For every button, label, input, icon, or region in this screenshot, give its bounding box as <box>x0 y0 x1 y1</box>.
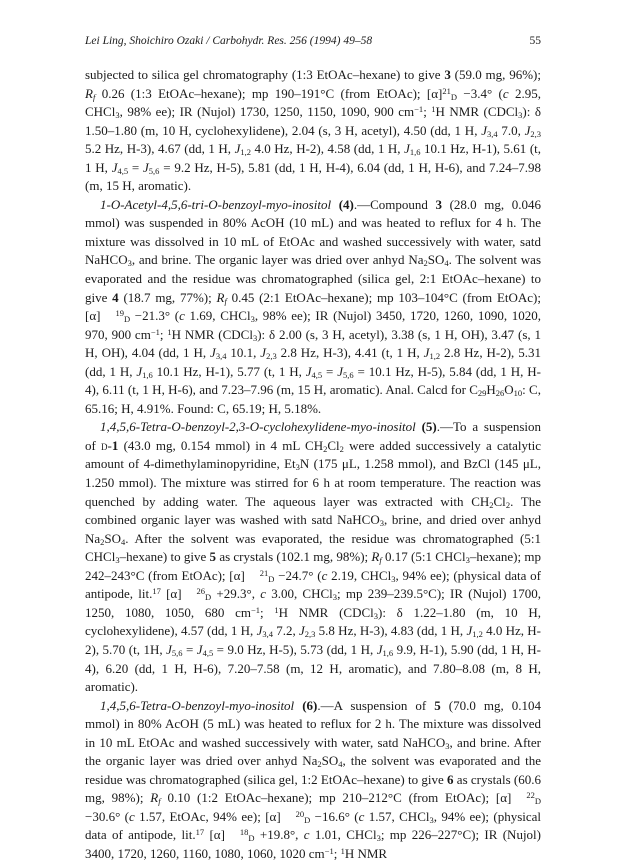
page-number: 55 <box>529 35 541 47</box>
paragraph-compound-3-data: subjected to silica gel chromatography (1:3 EtOAc–hexane) to give 3 (59.0 mg, 96%); $R_f$ 0.26 (1:3 EtOAc–hexane); mp 190–191°C (from EtOAc); $[\alpha]^{21}_D -3.4^\circ$ (c 2.95, CHCl$_3$, 98% ee); IR (Nujol) 1730, 1250, 1150, 1090, 900 $cm^{-1}$; $^1$H NMR (CDCl$_3$): δ 1.50–1.80 (m, 10 H, cyclohexylidene), 2.04 (s, 3 H, acetyl), 4.50 (dd, 1 H, $J_{3,4}$ 7.0, $J_{2,3}$ 5.2 Hz, H-3), 4.67 (dd, 1 H, $J_{1,2}$ 4.0 Hz, H-2), 4.58 (dd, 1 H, $J_{1,6}$ 10.1 Hz, H-1), 5.61 (t, 1 H, $J_{4,5} = J_{5,6} = 9.2$ Hz, H-5), 5.81 (dd, 1 H, H-4), 6.04 (dd, 1 H, H-6), and 7.24–7.98 (m, 15 H, aromatic). <box>85 67 542 194</box>
running-head: Lei Ling, Shoichiro Ozaki / Carbohydr. Res. 256 (1994) 49–58 <box>85 35 373 47</box>
compound-label: (5) <box>421 419 437 435</box>
article-body <box>85 66 541 864</box>
paragraph-compound-6 <box>85 697 541 864</box>
paragraph-compound-5 <box>85 418 541 696</box>
compound-label: (6) <box>302 697 318 713</box>
paragraph-text: .—A suspension of 5 (70.0 mg, 0.104 mmol) in 80% AcOH (5 mL) was heated to reflux for 2 h. The mixture was dissolved in 10 mL EtOAc and washed successively with water, satd NaHCO$_3$, and brine. After the organic layer was dried over anhyd $Na_2SO_4$, the solvent was evaporated and the residue was chromatographed (silica gel, 1:2 EtOAc–hexane) to give 6 as crystals (60.6 mg, 98%); $R_f$ 0.10 (1:2 EtOAc–hexane); mp 210–212°C (from EtOAc); [α] $^{22}_D$ −30.6° (c 1.57, EtOAc, 94% ee); [α] $^{20}_D$ −16.6° (c 1.57, CHCl$_3$, 94% ee); (physical data of antipode, lit.$^{17}$ [α] $^{18}_D$ +19.8°, c 1.01, CHCl$_3$; mp 226–227°C); IR (Nujol) 3400, 1720, 1260, 1160, 1080, 1060, 1020 $cm^{-1}$; $^1$H NMR <box>85 697 542 861</box>
paragraph-compound-4 <box>85 196 541 419</box>
page-header <box>85 35 541 51</box>
paragraph-text: .—To a suspension of d-1 (43.0 mg, 0.154 mmol) in 4 mL $CH_2Cl_2$ were added successively a catalytic amount of 4-dimethylaminopyridine, $Et_3N$ (175 μL, 1.258 mmol), and BzCl (145 μL, 1.250 mmol). The mixture was stirred for 6 h at room temperature. The reaction was quenched by adding water. The aqueous layer was extracted with $CH_2Cl_2$. The combined organic layer was washed with satd NaHCO$_3$, brine, and dried over anhyd $Na_2SO_4$. After the solvent was evaporated, the residue was chromatographed (5:1 CHCl$_3$–hexane) to give 5 as crystals (102.1 mg, 98%); $R_f$ 0.17 (5:1 CHCl$_3$–hexane); mp 242–243°C (from EtOAc); [α] $^{21}_D$ −24.7° (c 2.19, CHCl$_3$, 94% ee); (physical data of antipode, lit.$^{17}$ [α] $^{26}_D$ +29.3°, c 3.00, CHCl$_3$; mp 239–239.5°C); IR (Nujol) 1700, 1250, 1080, 1050, 680 $cm^{-1}$; $^1$H NMR (CDCl$_3$): δ 1.22–1.80 (m, 10 H, cyclohexylidene), 4.57 (dd, 1 H, $J_{3,4}$ 7.2, $J_{2,3}$ 5.8 Hz, H-3), 4.83 (dd, 1 H, $J_{1,2}$ 4.0 Hz, H-2), 5.70 (t, 1H, $J_{5,6} = J_{4,5} = 9.0$ Hz, H-5), 5.73 (dd, 1 H, $J_{1,6}$ 9.9, H-1), 5.90 (dd, 1 H, H-4), 6.20 (dd, 1 H, H-6), 7.20–7.58 (m, 12 H, aromatic), and 7.80–8.08 (m, 8 H, aromatic). <box>85 419 542 695</box>
section-title: 1,4,5,6-Tetra-O-benzoyl-2,3-O-cyclohexylidene-myo-inositol <box>100 419 416 435</box>
section-title: 1-O-Acetyl-4,5,6-tri-O-benzoyl-myo-inositol <box>100 196 332 212</box>
section-title: 1,4,5,6-Tetra-O-benzoyl-myo-inositol <box>100 697 295 713</box>
paragraph-text: .—Compound 3 (28.0 mg, 0.046 mmol) was suspended in 80% AcOH (10 mL) and was heated to reflux for 4 h. The mixture was dissolved in 10 mL of EtOAc and washed successively with water, satd NaHCO$_3$, and brine. The organic layer was dried over anhyd $Na_2SO_4$. The solvent was evaporated and the residue was chromatographed (silica gel, 2:1 EtOAc–hexane) to give 4 (18.7 mg, 77%); $R_f$ 0.45 (2:1 EtOAc–hexane); mp 103–104°C (from EtOAc); [α] $^{19}_D$ −21.3° (c 1.69, CHCl$_3$, 98% ee); IR (Nujol) 3450, 1720, 1260, 1090, 1020, 970, 900 $cm^{-1}$; $^1$H NMR (CDCl$_3$): δ 2.00 (s, 3 H, acetyl), 3.38 (s, 1 H, OH), 3.47 (s, 1 H, OH), 4.04 (dd, 1 H, $J_{3,4}$ 10.1, $J_{2,3}$ 2.8 Hz, H-3), 4.41 (t, 1 H, $J_{1,2}$ 2.8 Hz, H-2), 5.31 (dd, 1 H, $J_{1,6}$ 10.1 Hz, H-1), 5.77 (t, 1 H, $J_{4,5} = J_{5,6} = 10.1$ Hz, H-5), 5.84 (dd, 1 H, H-4), 6.11 (t, 1 H, H-6), and 7.23–7.96 (m, 15 H, aromatic). Anal. Calcd for $C_{29}H_{26}O_{10}$: C, 65.16; H, 4.91%. Found: C, 65.19; H, 5.18%. <box>85 196 541 416</box>
compound-label: (4) <box>338 196 354 212</box>
